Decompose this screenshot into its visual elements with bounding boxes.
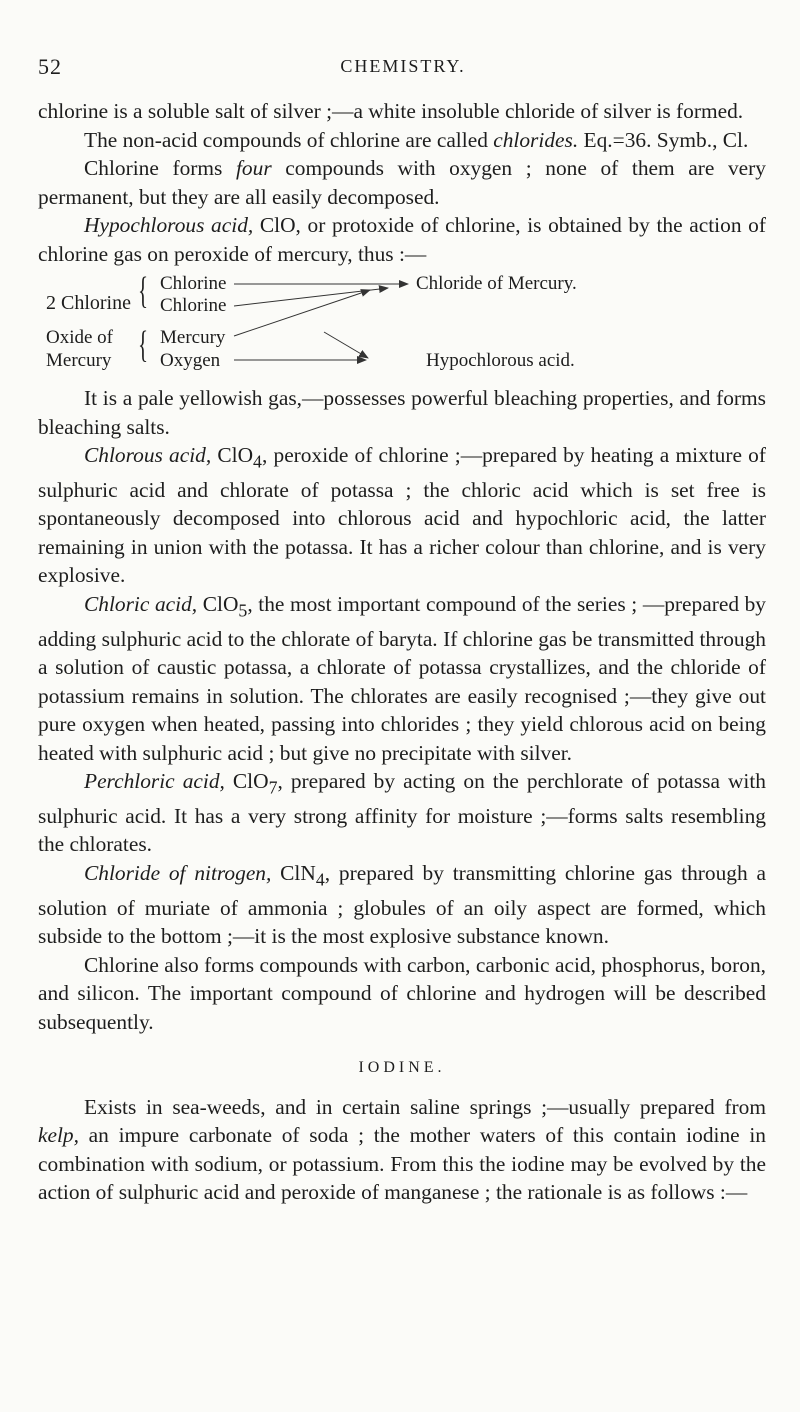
formula: ClN [271, 860, 316, 885]
text-run: , the most important compound of the series ; —prepared by adding sulphuric acid to the chlorate of baryta. If chlorine gas be transmitted through a solution of caustic potassa, a chlorate of potassa crystallizes, and the chloride of potassium remains in solution. The chlorates are easily recognised ;—they give out pure oxygen when heated, passing into chlorides ; they yield chlorous acid on being heated with sulphuric acid ; but give no precipitate with silver. [38, 591, 767, 765]
paragraph [38, 441, 766, 590]
text-run: , prepared by acting on the perchlorate of potassa with sulphuric acid. It has a very strong affinity for moisture ;—forms salts resembling the chlorates. [38, 769, 766, 857]
arrow-chlorine2-to-chloride [234, 288, 388, 306]
emphasis-four: four [235, 156, 272, 180]
term-chloride-of-nitrogen: Chloride of nitrogen, [84, 860, 272, 885]
arrow-chlorine-to-hypochlorous [324, 332, 368, 358]
formula-subscript: 4 [253, 451, 262, 472]
text-run: The non-acid compounds of chlorine are called [84, 127, 494, 152]
text-run: Exists in sea-weeds, and in certain saline springs ;—usually prepared from [84, 1094, 766, 1119]
brace-icon: { [138, 324, 149, 366]
text-run: an impure carbonate of soda ; the mother waters of this contain iodine in combination with sodium, or potassium. From this the iodine may be evolved by the action of sulphuric acid and peroxide of manganese ; the rationale is as follows :— [38, 1123, 766, 1205]
paragraph: chlorine is a soluble salt of silver ;—a white insoluble chloride of silver is formed. [38, 99, 744, 123]
term-chlorides: chlorides. [493, 127, 579, 152]
paragraph [38, 154, 766, 211]
paragraph [38, 1093, 766, 1207]
formula-subscript: 5 [238, 600, 248, 621]
reaction-diagram [38, 270, 766, 384]
reactant-part: Chlorine [160, 273, 227, 294]
text-run: ClO, or protoxide of chlorine, is obtained by the action of chlorine gas on peroxide of mercury, thus :— [38, 213, 766, 266]
formula: ClO [197, 591, 239, 616]
product-chloride-of-mercury: Chloride of Mercury. [416, 273, 577, 294]
paragraph [38, 211, 766, 268]
page-header [38, 50, 768, 90]
formula: ClO [224, 769, 269, 794]
term-chlorous-acid: Chlorous acid, [84, 443, 212, 467]
paragraph: Chlorine also forms compounds with carbon, carbonic acid, phosphorus, boron, and silicon. The important compound of chlorine and hydrogen will be described subsequently. [38, 952, 766, 1034]
formula: ClO [211, 443, 254, 467]
text-run: Chlorine forms [84, 156, 236, 180]
page-number: 52 [38, 54, 62, 79]
paragraph [38, 859, 766, 951]
paragraph [38, 767, 766, 859]
reactant-part: Chlorine [160, 295, 227, 316]
term-perchloric-acid: Perchloric acid, [84, 769, 225, 794]
term-hypochlorous-acid: Hypochlorous acid, [84, 213, 254, 237]
text-run: , peroxide of chlorine ;—prepared by heating a mixture of sulphuric acid and chlorate of potassa ; the chloric acid which is set free is spontaneously decomposed into chlorous acid and hypochloric acid, the latter remaining in union with the potassa. It has a richer colour than chlorine, and is very explosive. [38, 443, 766, 588]
formula-subscript: 4 [315, 869, 325, 890]
reactant-part: Oxygen [160, 350, 221, 371]
arrow-mercury-to-chloride [234, 290, 370, 336]
reactant-2-chlorine: 2 Chlorine [46, 292, 131, 314]
running-head: CHEMISTRY. [340, 56, 466, 76]
paragraph [38, 590, 766, 767]
reactant-oxide-line1: Oxide of [46, 327, 114, 348]
term-chloric-acid: Chloric acid, [84, 591, 198, 616]
reactant-part: Mercury [160, 327, 226, 348]
formula-subscript: 7 [268, 777, 278, 798]
reactant-oxide-line2: Mercury [46, 350, 112, 371]
brace-icon: { [138, 270, 149, 312]
body-text [38, 97, 766, 1207]
text-run: Eq.=36. Symb., Cl. [578, 127, 749, 152]
paragraph: It is a pale yellowish gas,—possesses powerful bleaching properties, and forms bleaching salts. [38, 386, 766, 439]
section-title-iodine: IODINE. [358, 1059, 446, 1077]
paragraph [38, 126, 766, 155]
product-hypochlorous-acid: Hypochlorous acid. [426, 350, 575, 371]
term-kelp: kelp, [38, 1123, 79, 1148]
text-run: , prepared by transmitting chlorine gas through a solution of muriate of ammonia ; globules of an oily aspect are formed, which subside to the bottom ;—it is the most explosive substance known. [38, 860, 766, 949]
text-run: compounds with oxygen ; none of them are very permanent, but they are all easily decomposed. [38, 156, 766, 209]
